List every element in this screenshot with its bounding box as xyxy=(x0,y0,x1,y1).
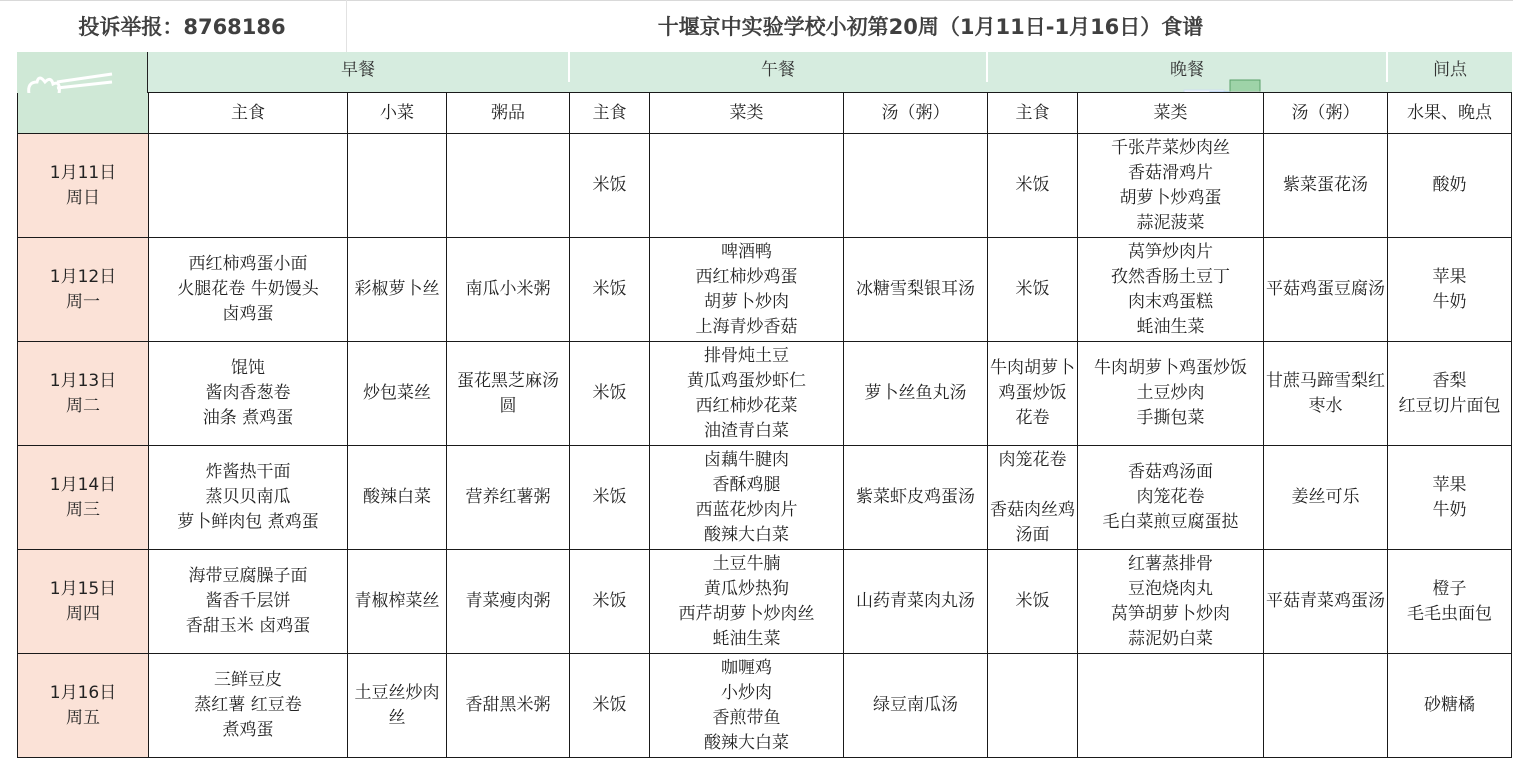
menu-item: 香菇滑鸡片 xyxy=(1128,162,1213,183)
header-corner xyxy=(18,93,149,134)
day-date: 1月11日 xyxy=(49,162,117,183)
cell-lunch-soup xyxy=(844,654,988,758)
menu-item: 橙子 xyxy=(1432,578,1467,599)
menu-item: 西红柿炒花菜 xyxy=(695,395,798,416)
menu-item: 肉笼花卷 xyxy=(998,449,1067,470)
menu-item: 平菇青菜鸡蛋汤 xyxy=(1266,591,1385,611)
menu-item: 豆泡烧肉丸 xyxy=(1128,578,1213,599)
menu-item: 绿豆南瓜汤 xyxy=(873,695,958,715)
cell-breakfast-porridge xyxy=(447,238,570,342)
menu-item: 萝卜鲜肉包 煮鸡蛋 xyxy=(177,512,319,532)
cell-dinner-staple xyxy=(988,446,1078,550)
menu-item: 土豆炒肉 xyxy=(1136,383,1205,403)
cell-dinner-dishes xyxy=(1078,134,1264,238)
col-breakfast-porridge: 粥品 xyxy=(447,93,570,134)
day-cell xyxy=(18,550,149,654)
day-date: 1月16日 xyxy=(49,682,117,703)
menu-item: 米饭 xyxy=(592,175,627,195)
complaint-hotline: 投诉举报：8768186 xyxy=(18,0,347,52)
menu-item: 酱肉香葱卷 xyxy=(205,383,291,403)
menu-item: 姜丝可乐 xyxy=(1291,487,1360,507)
cell-dinner-soup xyxy=(1264,342,1388,446)
cell-dinner-dishes xyxy=(1078,238,1264,342)
day-weekday: 周一 xyxy=(66,291,100,312)
menu-row xyxy=(18,446,1512,550)
cell-snack xyxy=(1388,134,1512,238)
menu-item: 砂糖橘 xyxy=(1424,695,1475,715)
menu-item: 蒸红薯 红豆卷 xyxy=(194,695,302,715)
menu-item: 千张芹菜炒肉丝 xyxy=(1111,137,1230,158)
cell-lunch-soup xyxy=(844,238,988,342)
menu-item: 甘蔗马蹄雪梨红枣水 xyxy=(1266,370,1385,416)
cell-lunch-dishes xyxy=(650,654,844,758)
menu-row xyxy=(18,342,1512,446)
menu-item: 蒜泥奶白菜 xyxy=(1128,628,1213,649)
cell-dinner-soup xyxy=(1264,238,1388,342)
menu-item: 黄瓜鸡蛋炒虾仁 xyxy=(687,370,806,391)
menu-item: 西蓝花炒肉片 xyxy=(695,499,798,520)
menu-item: 酸奶 xyxy=(1432,175,1467,195)
menu-item: 小炒肉 xyxy=(721,682,772,703)
menu-table xyxy=(17,92,1512,758)
cell-breakfast-staple xyxy=(149,446,348,550)
menu-item: 紫菜虾皮鸡蛋汤 xyxy=(856,487,975,507)
cell-breakfast-side xyxy=(348,238,447,342)
cell-dinner-staple xyxy=(988,342,1078,446)
meal-dinner: 晚餐 xyxy=(988,52,1386,82)
day-weekday: 周四 xyxy=(66,603,100,624)
menu-item: 香甜黑米粥 xyxy=(465,695,551,715)
menu-item: 馄饨 xyxy=(231,358,265,378)
day-weekday: 周三 xyxy=(66,499,100,520)
cell-dinner-dishes xyxy=(1078,446,1264,550)
day-weekday: 周五 xyxy=(66,707,100,728)
menu-item: 胡萝卜炒鸡蛋 xyxy=(1119,187,1222,208)
menu-item: 萝卜丝鱼丸汤 xyxy=(864,383,967,403)
menu-item: 三鲜豆皮 xyxy=(214,670,282,690)
cell-breakfast-staple xyxy=(149,342,348,446)
page-title: 十堰京中实验学校小初第20周（1月11日-1月16日）食谱 xyxy=(657,15,1204,39)
menu-item: 莴笋胡萝卜炒肉 xyxy=(1111,603,1230,624)
menu-item: 蚝油生菜 xyxy=(712,628,781,649)
cell-breakfast-porridge xyxy=(447,342,570,446)
menu-item: 米饭 xyxy=(592,279,627,299)
menu-item: 酸辣大白菜 xyxy=(704,524,789,545)
cell-lunch-dishes xyxy=(650,342,844,446)
cell-snack xyxy=(1388,654,1512,758)
menu-item: 米饭 xyxy=(1015,591,1050,611)
menu-item: 酱香千层饼 xyxy=(205,591,291,611)
cell-lunch-staple xyxy=(570,654,650,758)
menu-item: 胡萝卜炒肉 xyxy=(704,291,789,312)
menu-item: 土豆牛腩 xyxy=(712,553,781,574)
menu-item: 手撕包菜 xyxy=(1136,408,1205,428)
menu-item: 啤酒鸭 xyxy=(721,241,772,262)
day-date: 1月12日 xyxy=(49,266,117,287)
menu-item: 冰糖雪梨银耳汤 xyxy=(856,279,975,299)
cell-dinner-dishes xyxy=(1078,654,1264,758)
menu-item: 莴笋炒肉片 xyxy=(1128,241,1213,262)
menu-item: 香甜玉米 卤鸡蛋 xyxy=(185,616,311,636)
menu-item: 红豆切片面包 xyxy=(1398,395,1501,416)
menu-item: 米饭 xyxy=(592,695,627,715)
menu-item: 牛奶 xyxy=(1432,291,1467,312)
cell-dinner-staple xyxy=(988,550,1078,654)
cell-breakfast-staple xyxy=(149,134,348,238)
cell-dinner-soup xyxy=(1264,134,1388,238)
menu-item: 油条 煮鸡蛋 xyxy=(202,408,294,428)
cell-lunch-dishes xyxy=(650,446,844,550)
title-row xyxy=(0,0,1513,52)
menu-item: 米饭 xyxy=(592,591,627,611)
col-lunch-soup: 汤（粥） xyxy=(844,93,988,134)
cell-lunch-staple xyxy=(570,134,650,238)
day-weekday: 周日 xyxy=(66,187,100,208)
menu-item: 火腿花卷 牛奶馒头 xyxy=(177,279,319,299)
cell-lunch-staple xyxy=(570,238,650,342)
cell-breakfast-side xyxy=(348,550,447,654)
cell-breakfast-side xyxy=(348,654,447,758)
day-date: 1月14日 xyxy=(49,474,117,495)
menu-row xyxy=(18,654,1512,758)
menu-item: 土豆丝炒肉丝 xyxy=(354,682,440,728)
column-header-row xyxy=(18,93,1512,134)
cell-lunch-soup xyxy=(844,446,988,550)
menu-item: 香煎带鱼 xyxy=(712,707,781,728)
day-cell xyxy=(18,446,149,550)
menu-item: 南瓜小米粥 xyxy=(465,279,551,299)
menu-item: 黄瓜炒热狗 xyxy=(704,578,789,599)
cell-dinner-dishes xyxy=(1078,342,1264,446)
day-date: 1月13日 xyxy=(49,370,117,391)
menu-item: 毛白菜煎豆腐蛋挞 xyxy=(1102,512,1239,532)
cell-lunch-soup xyxy=(844,134,988,238)
menu-item: 孜然香肠土豆丁 xyxy=(1111,266,1230,287)
menu-item: 苹果 xyxy=(1432,474,1467,495)
menu-item: 苹果 xyxy=(1432,266,1467,287)
menu-item: 肉末鸡蛋糕 xyxy=(1128,291,1213,312)
cell-lunch-staple xyxy=(570,342,650,446)
menu-item: 牛肉胡萝卜鸡蛋炒饭 xyxy=(990,358,1075,403)
cell-lunch-soup xyxy=(844,342,988,446)
menu-item: 卤鸡蛋 xyxy=(222,304,274,324)
cell-breakfast-porridge xyxy=(447,550,570,654)
menu-item: 花卷 xyxy=(1015,408,1050,428)
cell-dinner-soup xyxy=(1264,550,1388,654)
cell-dinner-soup xyxy=(1264,446,1388,550)
day-cell xyxy=(18,238,149,342)
menu-item: 排骨炖土豆 xyxy=(704,345,789,366)
menu-item: 牛肉胡萝卜鸡蛋炒饭 xyxy=(1094,358,1247,378)
menu-item: 青菜瘦肉粥 xyxy=(465,591,551,611)
menu-item: 酸辣大白菜 xyxy=(704,732,789,753)
menu-item: 蒜泥菠菜 xyxy=(1136,212,1205,233)
cell-snack xyxy=(1388,238,1512,342)
day-cell xyxy=(18,342,149,446)
cell-lunch-dishes xyxy=(650,550,844,654)
cell-breakfast-porridge xyxy=(447,446,570,550)
cell-snack xyxy=(1388,342,1512,446)
menu-item: 海带豆腐臊子面 xyxy=(188,566,308,586)
menu-item: 毛毛虫面包 xyxy=(1407,603,1492,624)
cell-dinner-staple xyxy=(988,238,1078,342)
col-lunch-staple: 主食 xyxy=(570,93,650,134)
col-breakfast-side: 小菜 xyxy=(348,93,447,134)
menu-item: 西红柿鸡蛋小面 xyxy=(188,254,308,274)
cell-dinner-staple xyxy=(988,654,1078,758)
menu-row xyxy=(18,238,1512,342)
cell-lunch-dishes xyxy=(650,134,844,238)
menu-item: 香菇肉丝鸡汤面 xyxy=(990,499,1075,545)
col-snack: 水果、晚点 xyxy=(1388,93,1512,134)
menu-item: 米饭 xyxy=(1015,279,1050,299)
menu-item: 西红柿炒鸡蛋 xyxy=(695,266,798,287)
menu-item: 米饭 xyxy=(1015,175,1050,195)
menu-row xyxy=(18,550,1512,654)
cell-snack xyxy=(1388,550,1512,654)
menu-item: 米饭 xyxy=(592,383,627,403)
menu-item: 西芹胡萝卜炒肉丝 xyxy=(678,603,815,624)
cell-dinner-staple xyxy=(988,134,1078,238)
cell-breakfast-staple xyxy=(149,654,348,758)
menu-item: 蚝油生菜 xyxy=(1136,316,1205,337)
menu-item: 上海青炒香菇 xyxy=(695,316,798,337)
cell-dinner-dishes xyxy=(1078,550,1264,654)
day-cell xyxy=(18,654,149,758)
menu-item: 咖喱鸡 xyxy=(721,657,772,678)
cell-breakfast-staple xyxy=(149,238,348,342)
col-lunch-dishes: 菜类 xyxy=(650,93,844,134)
cell-lunch-staple xyxy=(570,446,650,550)
menu-item: 彩椒萝卜丝 xyxy=(354,279,440,299)
meal-snack: 间点 xyxy=(1388,52,1512,82)
menu-item: 蛋花黑芝麻汤圆 xyxy=(457,370,559,416)
cell-lunch-dishes xyxy=(650,238,844,342)
meal-band xyxy=(148,82,1512,92)
menu-item: 炒包菜丝 xyxy=(363,383,431,403)
day-date: 1月15日 xyxy=(49,578,117,599)
menu-item: 蒸贝贝南瓜 xyxy=(205,487,291,507)
menu-item: 牛奶 xyxy=(1432,499,1467,520)
menu-row xyxy=(18,134,1512,238)
cell-breakfast-side xyxy=(348,134,447,238)
menu-item: 平菇鸡蛋豆腐汤 xyxy=(1266,279,1385,299)
menu-item: 紫菜蛋花汤 xyxy=(1283,175,1368,195)
menu-item: 营养红薯粥 xyxy=(465,487,551,507)
cell-breakfast-porridge xyxy=(447,134,570,238)
menu-item: 煮鸡蛋 xyxy=(222,720,274,740)
menu-item: 香酥鸡腿 xyxy=(712,474,781,495)
meal-breakfast: 早餐 xyxy=(148,52,568,82)
col-dinner-dishes: 菜类 xyxy=(1078,93,1264,134)
cell-dinner-soup xyxy=(1264,654,1388,758)
menu-item: 青椒榨菜丝 xyxy=(354,591,440,611)
menu-item: 米饭 xyxy=(592,487,627,507)
col-breakfast-staple: 主食 xyxy=(149,93,348,134)
cell-breakfast-side xyxy=(348,446,447,550)
menu-item: 香菇鸡汤面 xyxy=(1128,462,1213,482)
menu-item xyxy=(990,473,1075,498)
cell-breakfast-staple xyxy=(149,550,348,654)
day-cell xyxy=(18,134,149,238)
cell-lunch-soup xyxy=(844,550,988,654)
col-dinner-soup: 汤（粥） xyxy=(1264,93,1388,134)
cell-snack xyxy=(1388,446,1512,550)
menu-item: 油渣青白菜 xyxy=(704,420,789,441)
meal-lunch: 午餐 xyxy=(570,52,986,82)
menu-item: 红薯蒸排骨 xyxy=(1128,553,1213,574)
cell-breakfast-porridge xyxy=(447,654,570,758)
menu-item: 卤藕牛腱肉 xyxy=(704,449,789,470)
menu-item: 酸辣白菜 xyxy=(363,487,431,507)
cell-lunch-staple xyxy=(570,550,650,654)
menu-item: 香梨 xyxy=(1432,370,1467,391)
day-weekday: 周二 xyxy=(66,395,100,416)
menu-item: 山药青菜肉丸汤 xyxy=(856,591,975,611)
col-dinner-staple: 主食 xyxy=(988,93,1078,134)
menu-item: 炸酱热干面 xyxy=(205,462,291,482)
menu-item: 肉笼花卷 xyxy=(1136,487,1205,507)
cell-breakfast-side xyxy=(348,342,447,446)
